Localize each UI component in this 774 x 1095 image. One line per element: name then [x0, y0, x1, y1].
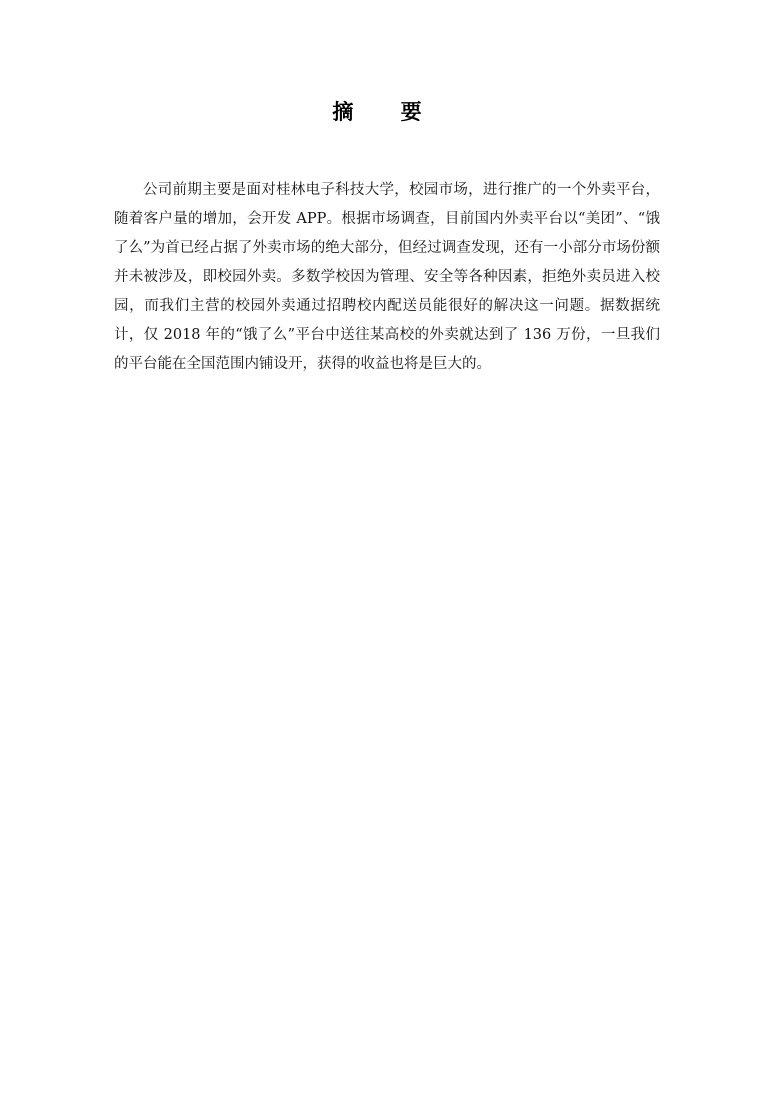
page-title: 摘 要: [332, 100, 442, 124]
abstract-paragraph: 公司前期主要是面对桂林电子科技大学，校园市场，进行推广的一个外卖平台，随着客户量的增加，会开发 APP。根据市场调查，目前国内外卖平台以“美团”、“饿了么”为首已经占据了外卖市场的绝大部分，但经过调查发现，还有一小部分市场份额并未被涉及，即校园外卖。多数学校因为管理、安全等各种因素，拒绝外卖员进入校园，而我们主营的校园外卖通过招聘校内配送员能很好的解决这一问题。据数据统计，仅 2018 年的“饿了么”平台中送往某高校的外卖就达到了 136 万份，一旦我们的平台能在全国范围内铺设开，获得的收益也将是巨大的。: [114, 182, 660, 372]
